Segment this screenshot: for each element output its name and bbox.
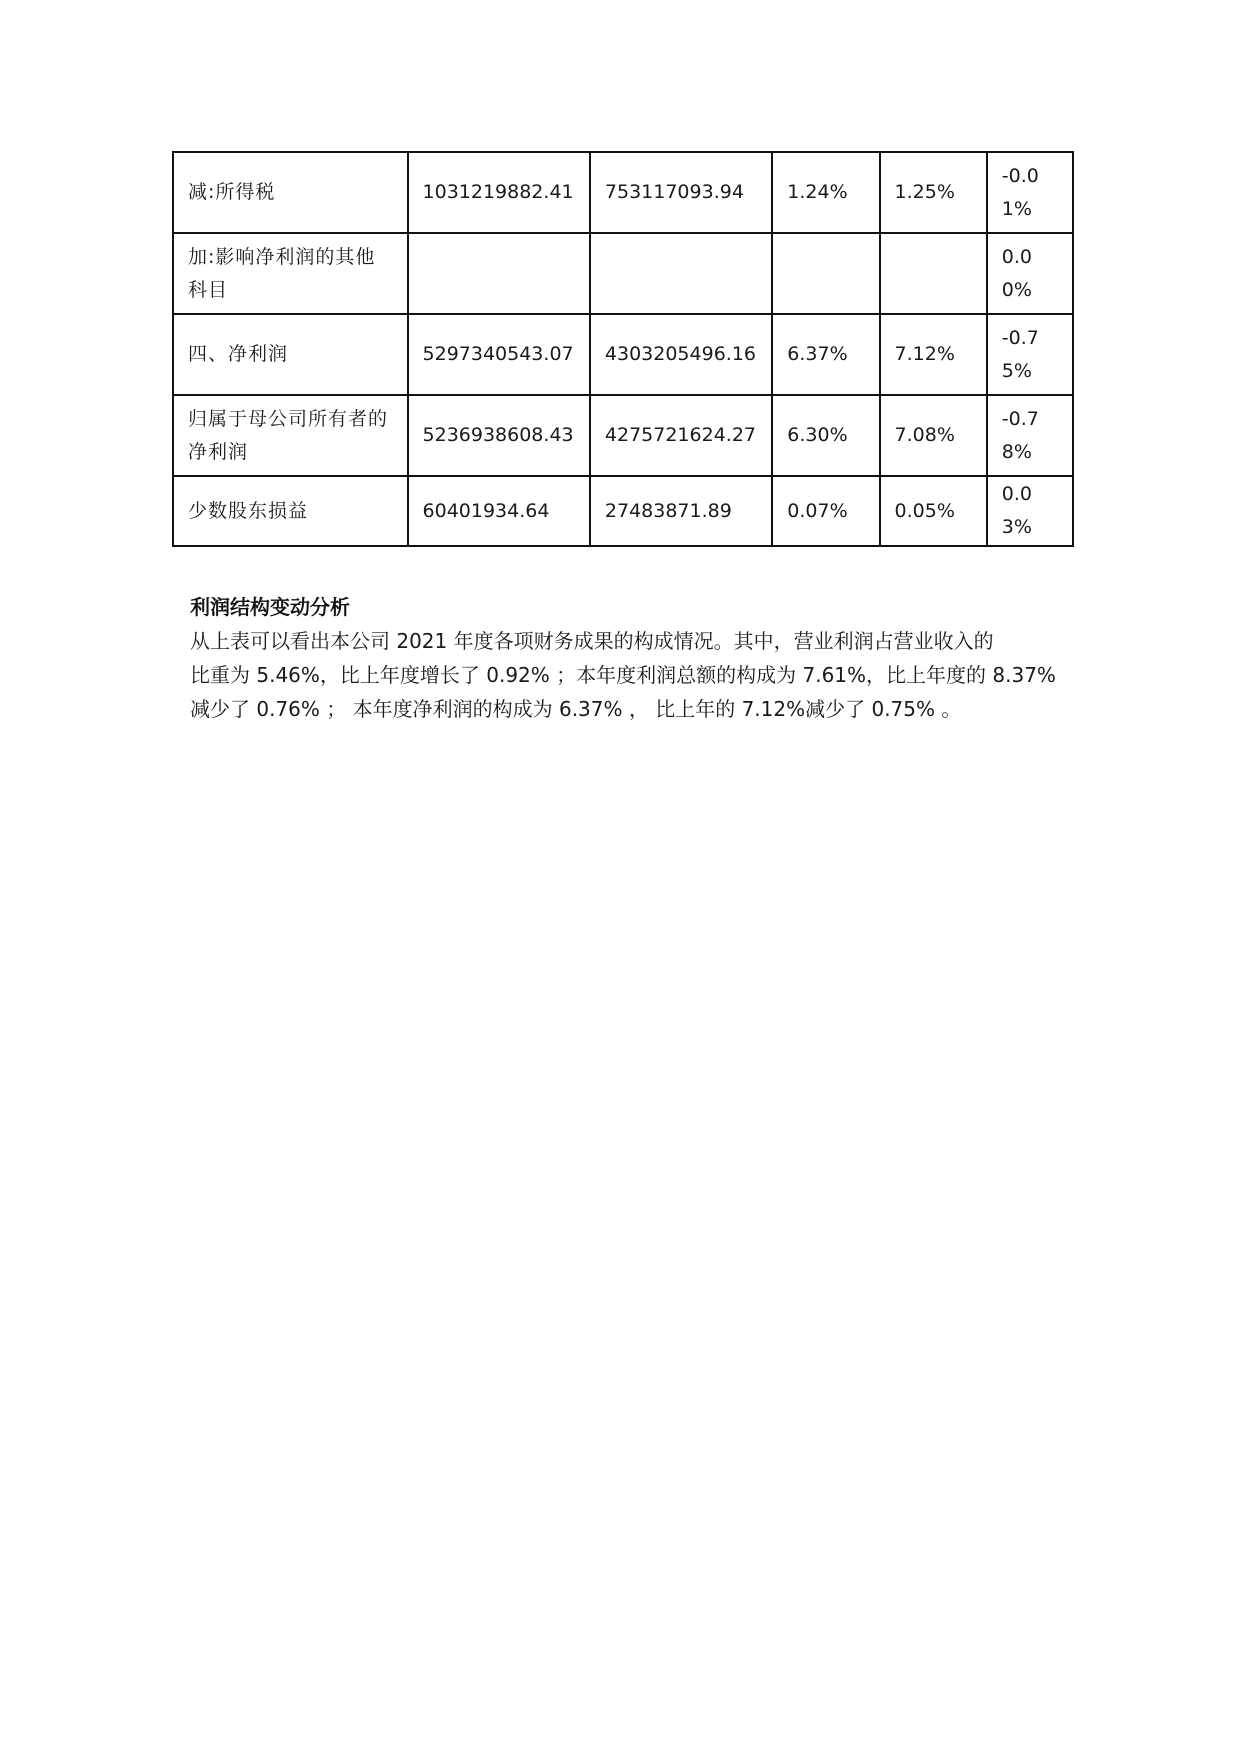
row-label: 少数股东损益 <box>173 476 408 546</box>
current-year-share: 0.07% <box>772 476 879 546</box>
current-year-share: 6.37% <box>772 314 879 395</box>
analysis-line: 减少了 0.76% ； 本年度净利润的构成为 6.37% ， 比上年的 7.12%减少了 0.75% 。 <box>190 697 962 721</box>
table-row-income-tax <box>173 152 1073 233</box>
profit-structure-table <box>172 151 1074 547</box>
previous-year-amount: 4303205496.16 <box>590 314 772 395</box>
current-year-share <box>772 233 879 314</box>
previous-year-amount <box>590 233 772 314</box>
previous-year-amount: 27483871.89 <box>590 476 772 546</box>
row-label: 减:所得税 <box>173 152 408 233</box>
share-change: -0.78% <box>987 395 1073 476</box>
current-year-amount: 5297340543.07 <box>408 314 590 395</box>
analysis-line: 比重为 5.46%，比上年度增长了 0.92% ；本年度利润总额的构成为 7.61%，比上年度的 8.37% <box>190 663 1056 687</box>
row-label: 加:影响净利润的其他科目 <box>173 233 408 314</box>
row-label: 四、净利润 <box>173 314 408 395</box>
table-row-other-items <box>173 233 1073 314</box>
previous-year-share: 0.05% <box>880 476 987 546</box>
previous-year-share: 7.08% <box>880 395 987 476</box>
current-year-amount: 1031219882.41 <box>408 152 590 233</box>
previous-year-amount: 4275721624.27 <box>590 395 772 476</box>
table-row-minority-interest <box>173 476 1073 546</box>
analysis-line: 从上表可以看出本公司 2021 年度各项财务成果的构成情况。其中，营业利润占营业收入的 <box>190 629 994 653</box>
current-year-share: 1.24% <box>772 152 879 233</box>
analysis-paragraph <box>190 624 1070 726</box>
share-change: -0.01% <box>987 152 1073 233</box>
share-change: -0.75% <box>987 314 1073 395</box>
share-change: 0.00% <box>987 233 1073 314</box>
table-row-parent-net-profit <box>173 395 1073 476</box>
previous-year-amount: 753117093.94 <box>590 152 772 233</box>
current-year-amount <box>408 233 590 314</box>
previous-year-share: 1.25% <box>880 152 987 233</box>
analysis-heading: 利润结构变动分析 <box>190 595 350 619</box>
table-row-net-profit <box>173 314 1073 395</box>
share-change: 0.03% <box>987 476 1073 546</box>
current-year-amount: 5236938608.43 <box>408 395 590 476</box>
previous-year-share <box>880 233 987 314</box>
current-year-share: 6.30% <box>772 395 879 476</box>
previous-year-share: 7.12% <box>880 314 987 395</box>
row-label: 归属于母公司所有者的净利润 <box>173 395 408 476</box>
current-year-amount: 60401934.64 <box>408 476 590 546</box>
